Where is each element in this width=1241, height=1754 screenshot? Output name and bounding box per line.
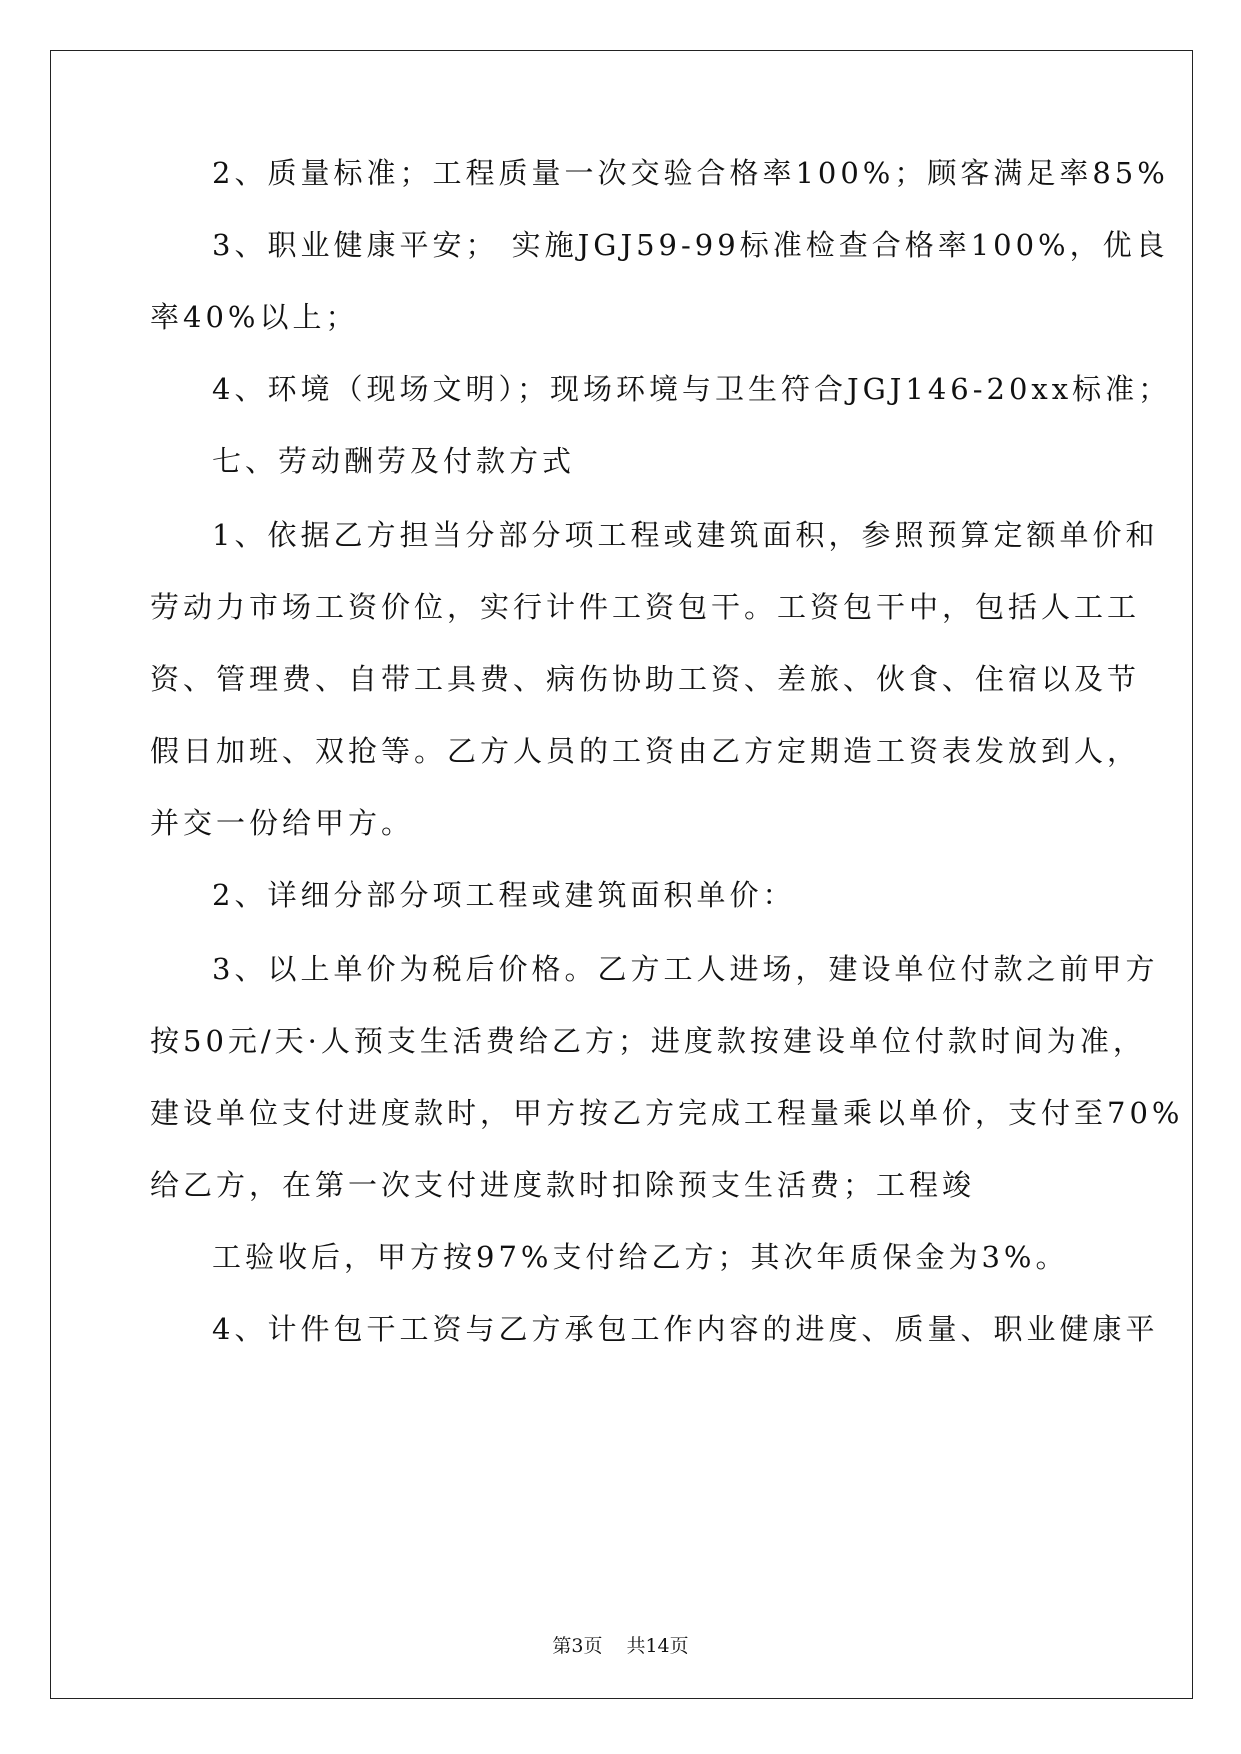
text-line-item3-b: 按50元/天·人预支生活费给乙方；进度款按建设单位付款时间为准， — [150, 1024, 1146, 1058]
text-line-item3-c: 建设单位支付进度款时，甲方按乙方完成工程量乘以单价，支付至70% — [150, 1096, 1184, 1130]
text-line-item1-b: 劳动力市场工资价位，实行计件工资包干。工资包干中，包括人工工 — [150, 590, 1141, 624]
text-line-item3-e: 工验收后，甲方按97%支付给乙方；其次年质保金为3%。 — [212, 1240, 1069, 1274]
text-line-health-safety-cont: 率40%以上； — [150, 300, 359, 334]
page-number: 第3页 — [552, 1635, 603, 1657]
text-line-item3-d: 给乙方，在第一次支付进度款时扣除预支生活费；工程竣 — [150, 1168, 976, 1202]
text-line-item1-e: 并交一份给甲方。 — [150, 806, 415, 840]
text-line-quality-standard: 2、质量标准；工程质量一次交验合格率100%；顾客满足率85% — [212, 156, 1169, 190]
page-total: 共14页 — [626, 1635, 689, 1657]
text-line-item1-a: 1、依据乙方担当分部分项工程或建筑面积，参照预算定额单价和 — [212, 518, 1159, 552]
page-border — [50, 50, 1193, 1699]
text-line-item4: 4、计件包干工资与乙方承包工作内容的进度、质量、职业健康平 — [212, 1312, 1159, 1346]
text-line-health-safety: 3、职业健康平安； 实施JGJ59-99标准检查合格率100%，优良 — [212, 228, 1169, 262]
page-footer — [0, 1634, 1241, 1658]
text-line-item3-a: 3、以上单价为税后价格。乙方工人进场，建设单位付款之前甲方 — [212, 952, 1159, 986]
text-line-environment: 4、环境（现场文明）；现场环境与卫生符合JGJ146-20xx标准； — [212, 372, 1172, 406]
section-heading-remuneration: 七、劳动酬劳及付款方式 — [212, 444, 576, 478]
text-line-item1-d: 假日加班、双抢等。乙方人员的工资由乙方定期造工资表发放到人， — [150, 734, 1141, 768]
text-line-item2: 2、详细分部分项工程或建筑面积单价： — [212, 878, 796, 912]
text-line-item1-c: 资、管理费、自带工具费、病伤协助工资、差旅、伙食、住宿以及节 — [150, 662, 1141, 696]
